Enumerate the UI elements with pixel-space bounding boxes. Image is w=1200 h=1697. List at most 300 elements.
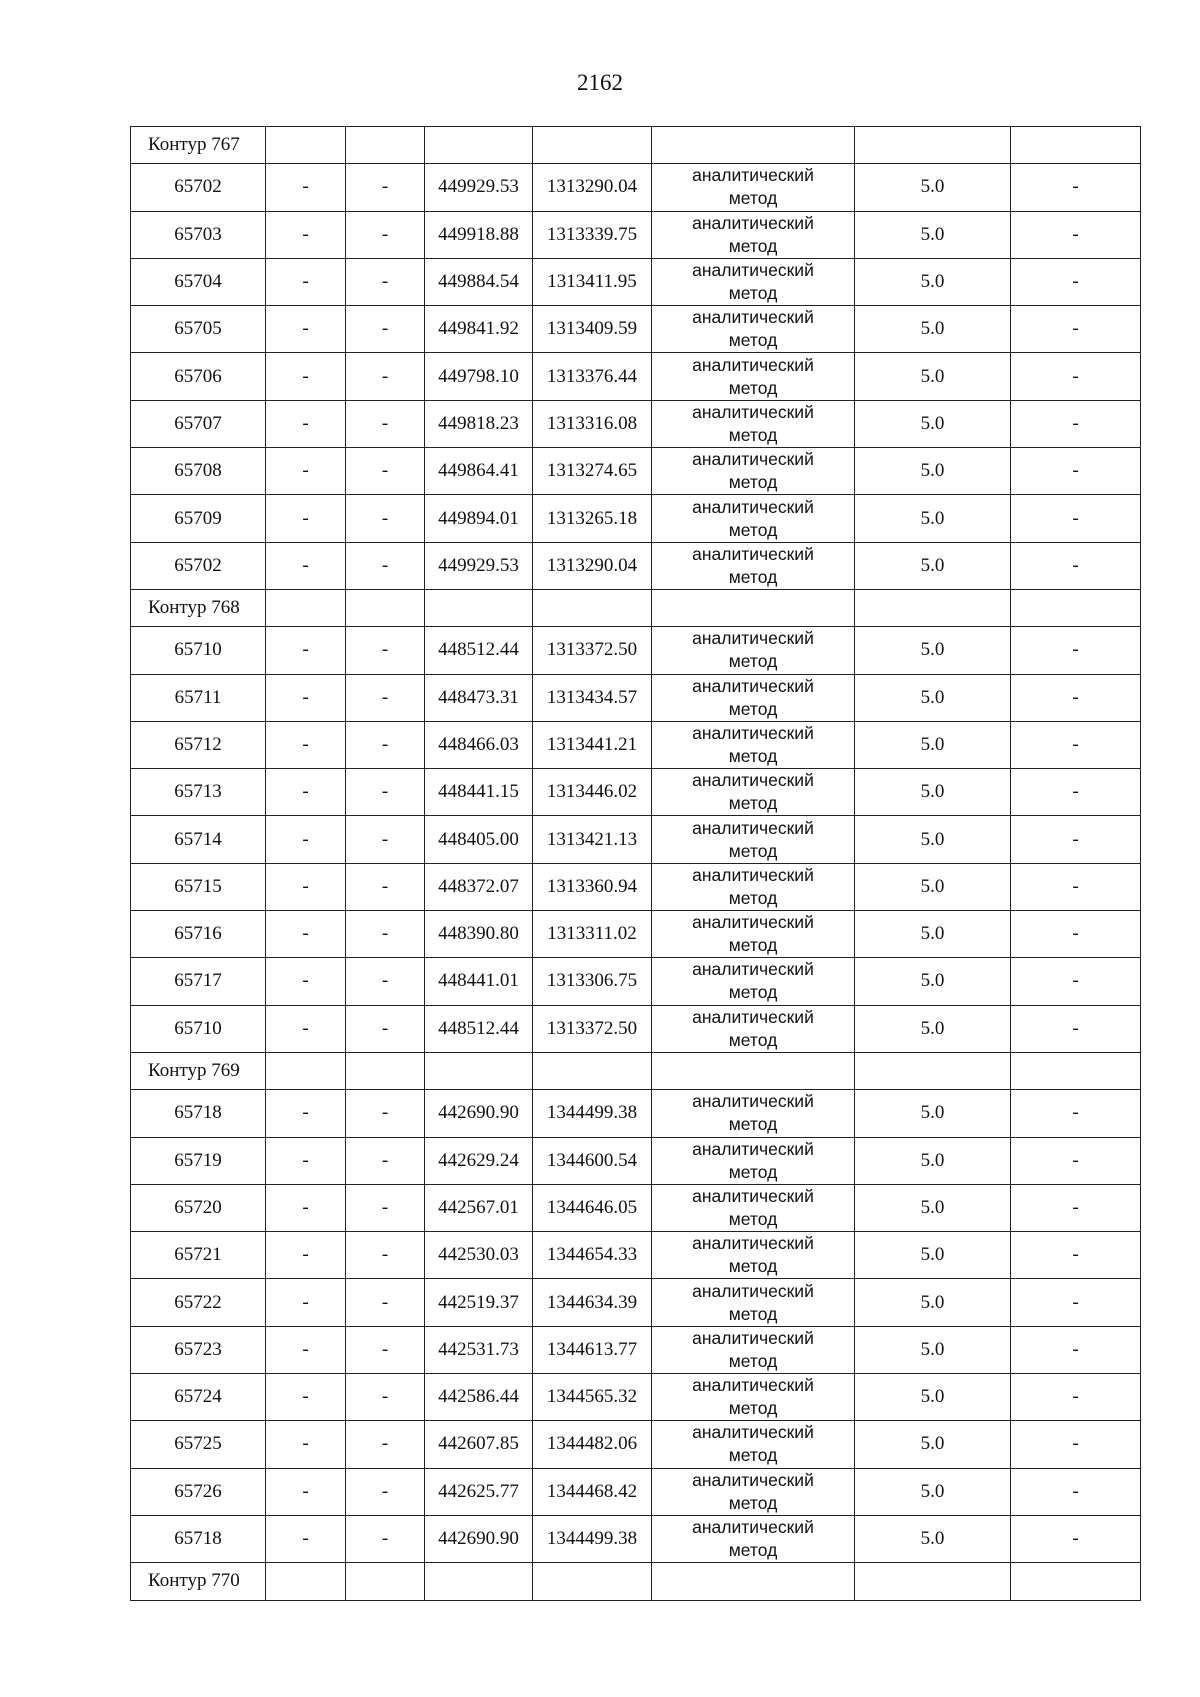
y-coordinate: 1313411.95 — [533, 258, 652, 305]
table-row — [131, 958, 1141, 1005]
cell-dash: - — [346, 816, 425, 863]
cell-dash: - — [346, 769, 425, 816]
point-number: 65719 — [131, 1137, 266, 1184]
cell-dash: - — [346, 1468, 425, 1515]
method-cell — [652, 1279, 855, 1326]
accuracy-value: 5.0 — [855, 816, 1011, 863]
accuracy-value: 5.0 — [855, 721, 1011, 768]
cell-dash: - — [266, 448, 346, 495]
cell-dash: - — [266, 495, 346, 542]
x-coordinate: 442625.77 — [425, 1468, 533, 1515]
x-coordinate: 442519.37 — [425, 1279, 533, 1326]
point-number: 65713 — [131, 769, 266, 816]
method-line-1: аналитический — [692, 1327, 814, 1348]
accuracy-value: 5.0 — [855, 674, 1011, 721]
y-coordinate: 1344613.77 — [533, 1326, 652, 1373]
cell-dash: - — [1011, 1279, 1141, 1326]
x-coordinate: 448512.44 — [425, 627, 533, 674]
x-coordinate: 448441.15 — [425, 769, 533, 816]
accuracy-value: 5.0 — [855, 1468, 1011, 1515]
y-coordinate: 1313290.04 — [533, 542, 652, 589]
accuracy-value: 5.0 — [855, 306, 1011, 353]
method-line-1: аналитический — [692, 1138, 814, 1159]
table-row — [131, 1184, 1141, 1231]
cell-dash: - — [346, 1184, 425, 1231]
point-number: 65702 — [131, 542, 266, 589]
accuracy-value: 5.0 — [855, 1421, 1011, 1468]
x-coordinate: 442607.85 — [425, 1421, 533, 1468]
x-coordinate: 442586.44 — [425, 1374, 533, 1421]
empty-cell — [1011, 1052, 1141, 1089]
method-cell — [652, 911, 855, 958]
method-cell — [652, 816, 855, 863]
point-number: 65725 — [131, 1421, 266, 1468]
x-coordinate: 449798.10 — [425, 353, 533, 400]
method-line-2: метод — [728, 188, 778, 209]
accuracy-value: 5.0 — [855, 542, 1011, 589]
accuracy-value: 5.0 — [855, 1184, 1011, 1231]
cell-dash: - — [346, 1421, 425, 1468]
table-row — [131, 1374, 1141, 1421]
point-number: 65703 — [131, 211, 266, 258]
method-line-2: метод — [728, 519, 778, 540]
method-cell — [652, 674, 855, 721]
table-row — [131, 495, 1141, 542]
table-row — [131, 258, 1141, 305]
method-cell — [652, 353, 855, 400]
x-coordinate: 449929.53 — [425, 542, 533, 589]
method-cell — [652, 1184, 855, 1231]
cell-dash: - — [346, 164, 425, 211]
point-number: 65718 — [131, 1515, 266, 1562]
point-number: 65706 — [131, 353, 266, 400]
method-cell — [652, 1005, 855, 1052]
empty-cell — [346, 589, 425, 626]
cell-dash: - — [266, 863, 346, 910]
cell-dash: - — [346, 400, 425, 447]
cell-dash: - — [266, 627, 346, 674]
y-coordinate: 1313311.02 — [533, 911, 652, 958]
table-row — [131, 1090, 1141, 1137]
contour-label: Контур 767 — [131, 127, 266, 164]
empty-cell — [855, 1052, 1011, 1089]
point-number: 65717 — [131, 958, 266, 1005]
point-number: 65702 — [131, 164, 266, 211]
y-coordinate: 1313265.18 — [533, 495, 652, 542]
cell-dash: - — [266, 1090, 346, 1137]
method-cell — [652, 542, 855, 589]
cell-dash: - — [1011, 1232, 1141, 1279]
cell-dash: - — [1011, 721, 1141, 768]
x-coordinate: 449864.41 — [425, 448, 533, 495]
method-line-1: аналитический — [692, 1422, 814, 1443]
table-row — [131, 542, 1141, 589]
method-cell — [652, 211, 855, 258]
y-coordinate: 1313306.75 — [533, 958, 652, 1005]
y-coordinate: 1344482.06 — [533, 1421, 652, 1468]
empty-cell — [652, 1052, 855, 1089]
cell-dash: - — [1011, 1468, 1141, 1515]
x-coordinate: 449841.92 — [425, 306, 533, 353]
method-line-1: аналитический — [692, 1233, 814, 1254]
cell-dash: - — [1011, 1184, 1141, 1231]
x-coordinate: 442567.01 — [425, 1184, 533, 1231]
table-row — [131, 400, 1141, 447]
cell-dash: - — [346, 1515, 425, 1562]
cell-dash: - — [346, 1326, 425, 1373]
x-coordinate: 449918.88 — [425, 211, 533, 258]
method-line-2: метод — [728, 1208, 778, 1229]
point-number: 65712 — [131, 721, 266, 768]
accuracy-value: 5.0 — [855, 1374, 1011, 1421]
point-number: 65722 — [131, 1279, 266, 1326]
contour-label: Контур 768 — [131, 589, 266, 626]
y-coordinate: 1313372.50 — [533, 627, 652, 674]
method-line-2: метод — [728, 1445, 778, 1466]
table-row — [131, 816, 1141, 863]
method-line-1: аналитический — [692, 307, 814, 328]
method-line-2: метод — [728, 377, 778, 398]
table-row — [131, 211, 1141, 258]
method-line-1: аналитический — [692, 1517, 814, 1538]
method-cell — [652, 258, 855, 305]
y-coordinate: 1344565.32 — [533, 1374, 652, 1421]
cell-dash: - — [1011, 306, 1141, 353]
method-line-2: метод — [728, 1350, 778, 1371]
empty-cell — [1011, 127, 1141, 164]
cell-dash: - — [346, 911, 425, 958]
method-line-1: аналитический — [692, 1185, 814, 1206]
empty-cell — [266, 589, 346, 626]
table-row — [131, 1005, 1141, 1052]
cell-dash: - — [266, 674, 346, 721]
cell-dash: - — [1011, 448, 1141, 495]
table-row — [131, 1232, 1141, 1279]
x-coordinate: 449818.23 — [425, 400, 533, 447]
cell-dash: - — [346, 1005, 425, 1052]
cell-dash: - — [346, 211, 425, 258]
table-row — [131, 674, 1141, 721]
method-cell — [652, 958, 855, 1005]
empty-cell — [1011, 1563, 1141, 1600]
cell-dash: - — [266, 400, 346, 447]
method-cell — [652, 769, 855, 816]
y-coordinate: 1313421.13 — [533, 816, 652, 863]
method-cell — [652, 448, 855, 495]
coordinates-table — [130, 126, 1141, 1601]
method-line-1: аналитический — [692, 675, 814, 696]
accuracy-value: 5.0 — [855, 1326, 1011, 1373]
method-line-1: аналитический — [692, 723, 814, 743]
method-line-1: аналитический — [692, 1280, 814, 1301]
method-line-2: метод — [728, 330, 778, 351]
x-coordinate: 448473.31 — [425, 674, 533, 721]
y-coordinate: 1344499.38 — [533, 1515, 652, 1562]
cell-dash: - — [266, 721, 346, 768]
y-coordinate: 1313376.44 — [533, 353, 652, 400]
cell-dash: - — [1011, 164, 1141, 211]
cell-dash: - — [1011, 400, 1141, 447]
method-line-2: метод — [728, 424, 778, 445]
cell-dash: - — [1011, 627, 1141, 674]
y-coordinate: 1313274.65 — [533, 448, 652, 495]
table-row — [131, 769, 1141, 816]
table-row — [131, 863, 1141, 910]
method-cell — [652, 721, 855, 768]
cell-dash: - — [266, 1005, 346, 1052]
point-number: 65707 — [131, 400, 266, 447]
table-row — [131, 448, 1141, 495]
point-number: 65714 — [131, 816, 266, 863]
empty-cell — [533, 127, 652, 164]
table-row — [131, 164, 1141, 211]
x-coordinate: 448390.80 — [425, 911, 533, 958]
contour-header-row — [131, 589, 1141, 626]
cell-dash: - — [346, 1374, 425, 1421]
method-line-2: метод — [728, 1114, 778, 1135]
y-coordinate: 1344634.39 — [533, 1279, 652, 1326]
accuracy-value: 5.0 — [855, 911, 1011, 958]
cell-dash: - — [346, 627, 425, 674]
cell-dash: - — [1011, 1515, 1141, 1562]
cell-dash: - — [266, 1137, 346, 1184]
contour-header-row — [131, 127, 1141, 164]
method-cell — [652, 1090, 855, 1137]
empty-cell — [1011, 589, 1141, 626]
cell-dash: - — [1011, 1374, 1141, 1421]
method-cell — [652, 306, 855, 353]
method-line-2: метод — [728, 566, 778, 587]
y-coordinate: 1344468.42 — [533, 1468, 652, 1515]
cell-dash: - — [346, 306, 425, 353]
cell-dash: - — [346, 863, 425, 910]
cell-dash: - — [1011, 674, 1141, 721]
y-coordinate: 1313434.57 — [533, 674, 652, 721]
y-coordinate: 1344600.54 — [533, 1137, 652, 1184]
empty-cell — [855, 589, 1011, 626]
method-line-1: аналитический — [692, 260, 814, 281]
empty-cell — [346, 1052, 425, 1089]
point-number: 65705 — [131, 306, 266, 353]
x-coordinate: 448466.03 — [425, 721, 533, 768]
method-line-1: аналитический — [692, 1469, 814, 1490]
cell-dash: - — [266, 211, 346, 258]
point-number: 65718 — [131, 1090, 266, 1137]
empty-cell — [855, 127, 1011, 164]
cell-dash: - — [266, 816, 346, 863]
cell-dash: - — [1011, 1090, 1141, 1137]
accuracy-value: 5.0 — [855, 1090, 1011, 1137]
y-coordinate: 1313360.94 — [533, 863, 652, 910]
cell-dash: - — [266, 542, 346, 589]
cell-dash: - — [266, 911, 346, 958]
y-coordinate: 1313290.04 — [533, 164, 652, 211]
table-row — [131, 911, 1141, 958]
empty-cell — [346, 127, 425, 164]
method-line-1: аналитический — [692, 496, 814, 517]
method-line-2: метод — [728, 746, 778, 766]
x-coordinate: 448405.00 — [425, 816, 533, 863]
method-line-2: метод — [728, 1303, 778, 1324]
cell-dash: - — [346, 448, 425, 495]
table-row — [131, 1279, 1141, 1326]
accuracy-value: 5.0 — [855, 448, 1011, 495]
cell-dash: - — [346, 1279, 425, 1326]
cell-dash: - — [266, 1184, 346, 1231]
empty-cell — [425, 1052, 533, 1089]
contour-label: Контур 769 — [131, 1052, 266, 1089]
method-cell — [652, 164, 855, 211]
cell-dash: - — [266, 1374, 346, 1421]
cell-dash: - — [346, 958, 425, 1005]
method-line-2: метод — [728, 1256, 778, 1277]
method-cell — [652, 400, 855, 447]
table-row — [131, 1515, 1141, 1562]
accuracy-value: 5.0 — [855, 863, 1011, 910]
y-coordinate: 1344654.33 — [533, 1232, 652, 1279]
method-line-1: аналитический — [692, 959, 814, 980]
method-line-1: аналитический — [692, 1006, 814, 1027]
accuracy-value: 5.0 — [855, 1137, 1011, 1184]
x-coordinate: 449894.01 — [425, 495, 533, 542]
cell-dash: - — [1011, 211, 1141, 258]
accuracy-value: 5.0 — [855, 1515, 1011, 1562]
cell-dash: - — [346, 1090, 425, 1137]
cell-dash: - — [1011, 769, 1141, 816]
accuracy-value: 5.0 — [855, 958, 1011, 1005]
x-coordinate: 448372.07 — [425, 863, 533, 910]
empty-cell — [533, 589, 652, 626]
method-line-2: метод — [728, 1029, 778, 1050]
accuracy-value: 5.0 — [855, 211, 1011, 258]
method-line-1: аналитический — [692, 354, 814, 375]
accuracy-value: 5.0 — [855, 495, 1011, 542]
accuracy-value: 5.0 — [855, 769, 1011, 816]
method-line-1: аналитический — [692, 628, 814, 649]
cell-dash: - — [1011, 258, 1141, 305]
cell-dash: - — [266, 353, 346, 400]
method-line-1: аналитический — [692, 165, 814, 186]
empty-cell — [652, 589, 855, 626]
method-cell — [652, 627, 855, 674]
x-coordinate: 442690.90 — [425, 1090, 533, 1137]
method-line-2: метод — [728, 235, 778, 256]
cell-dash: - — [346, 258, 425, 305]
cell-dash: - — [1011, 1005, 1141, 1052]
method-cell — [652, 1421, 855, 1468]
x-coordinate: 442629.24 — [425, 1137, 533, 1184]
empty-cell — [425, 589, 533, 626]
point-number: 65710 — [131, 1005, 266, 1052]
cell-dash: - — [346, 542, 425, 589]
empty-cell — [266, 127, 346, 164]
method-cell — [652, 1515, 855, 1562]
y-coordinate: 1313316.08 — [533, 400, 652, 447]
method-line-1: аналитический — [692, 1375, 814, 1396]
point-number: 65720 — [131, 1184, 266, 1231]
coordinates-table-body — [131, 127, 1141, 1601]
method-line-2: метод — [728, 283, 778, 304]
cell-dash: - — [1011, 542, 1141, 589]
cell-dash: - — [1011, 816, 1141, 863]
method-cell — [652, 1232, 855, 1279]
y-coordinate: 1313409.59 — [533, 306, 652, 353]
point-number: 65704 — [131, 258, 266, 305]
empty-cell — [652, 127, 855, 164]
empty-cell — [533, 1052, 652, 1089]
cell-dash: - — [266, 1468, 346, 1515]
empty-cell — [533, 1563, 652, 1600]
cell-dash: - — [1011, 1326, 1141, 1373]
x-coordinate: 448441.01 — [425, 958, 533, 1005]
table-row — [131, 721, 1141, 768]
cell-dash: - — [266, 958, 346, 1005]
point-number: 65715 — [131, 863, 266, 910]
method-line-2: метод — [728, 887, 778, 908]
point-number: 65723 — [131, 1326, 266, 1373]
y-coordinate: 1313339.75 — [533, 211, 652, 258]
x-coordinate: 448512.44 — [425, 1005, 533, 1052]
accuracy-value: 5.0 — [855, 1005, 1011, 1052]
accuracy-value: 5.0 — [855, 164, 1011, 211]
table-row — [131, 353, 1141, 400]
cell-dash: - — [346, 495, 425, 542]
method-line-2: метод — [728, 840, 778, 861]
x-coordinate: 442531.73 — [425, 1326, 533, 1373]
method-line-1: аналитический — [692, 817, 814, 838]
accuracy-value: 5.0 — [855, 1279, 1011, 1326]
accuracy-value: 5.0 — [855, 258, 1011, 305]
y-coordinate: 1313446.02 — [533, 769, 652, 816]
method-line-2: метод — [728, 1540, 778, 1561]
empty-cell — [855, 1563, 1011, 1600]
cell-dash: - — [266, 306, 346, 353]
table-row — [131, 627, 1141, 674]
method-line-2: метод — [728, 651, 778, 672]
x-coordinate: 449884.54 — [425, 258, 533, 305]
method-cell — [652, 1374, 855, 1421]
cell-dash: - — [346, 1137, 425, 1184]
cell-dash: - — [1011, 911, 1141, 958]
method-cell — [652, 1326, 855, 1373]
accuracy-value: 5.0 — [855, 627, 1011, 674]
empty-cell — [425, 127, 533, 164]
cell-dash: - — [266, 1515, 346, 1562]
cell-dash: - — [266, 164, 346, 211]
contour-header-row — [131, 1052, 1141, 1089]
point-number: 65708 — [131, 448, 266, 495]
x-coordinate: 442530.03 — [425, 1232, 533, 1279]
x-coordinate: 449929.53 — [425, 164, 533, 211]
y-coordinate: 1344646.05 — [533, 1184, 652, 1231]
point-number: 65716 — [131, 911, 266, 958]
cell-dash: - — [1011, 1137, 1141, 1184]
cell-dash: - — [266, 1421, 346, 1468]
method-line-2: метод — [728, 982, 778, 1003]
method-line-1: аналитический — [692, 543, 814, 564]
method-line-1: аналитический — [692, 1091, 814, 1112]
cell-dash: - — [266, 1232, 346, 1279]
contour-label: Контур 770 — [131, 1563, 266, 1600]
contour-header-row — [131, 1563, 1141, 1600]
cell-dash: - — [266, 1279, 346, 1326]
empty-cell — [652, 1563, 855, 1600]
cell-dash: - — [346, 353, 425, 400]
cell-dash: - — [1011, 958, 1141, 1005]
cell-dash: - — [1011, 495, 1141, 542]
empty-cell — [266, 1052, 346, 1089]
method-line-2: метод — [728, 1492, 778, 1513]
